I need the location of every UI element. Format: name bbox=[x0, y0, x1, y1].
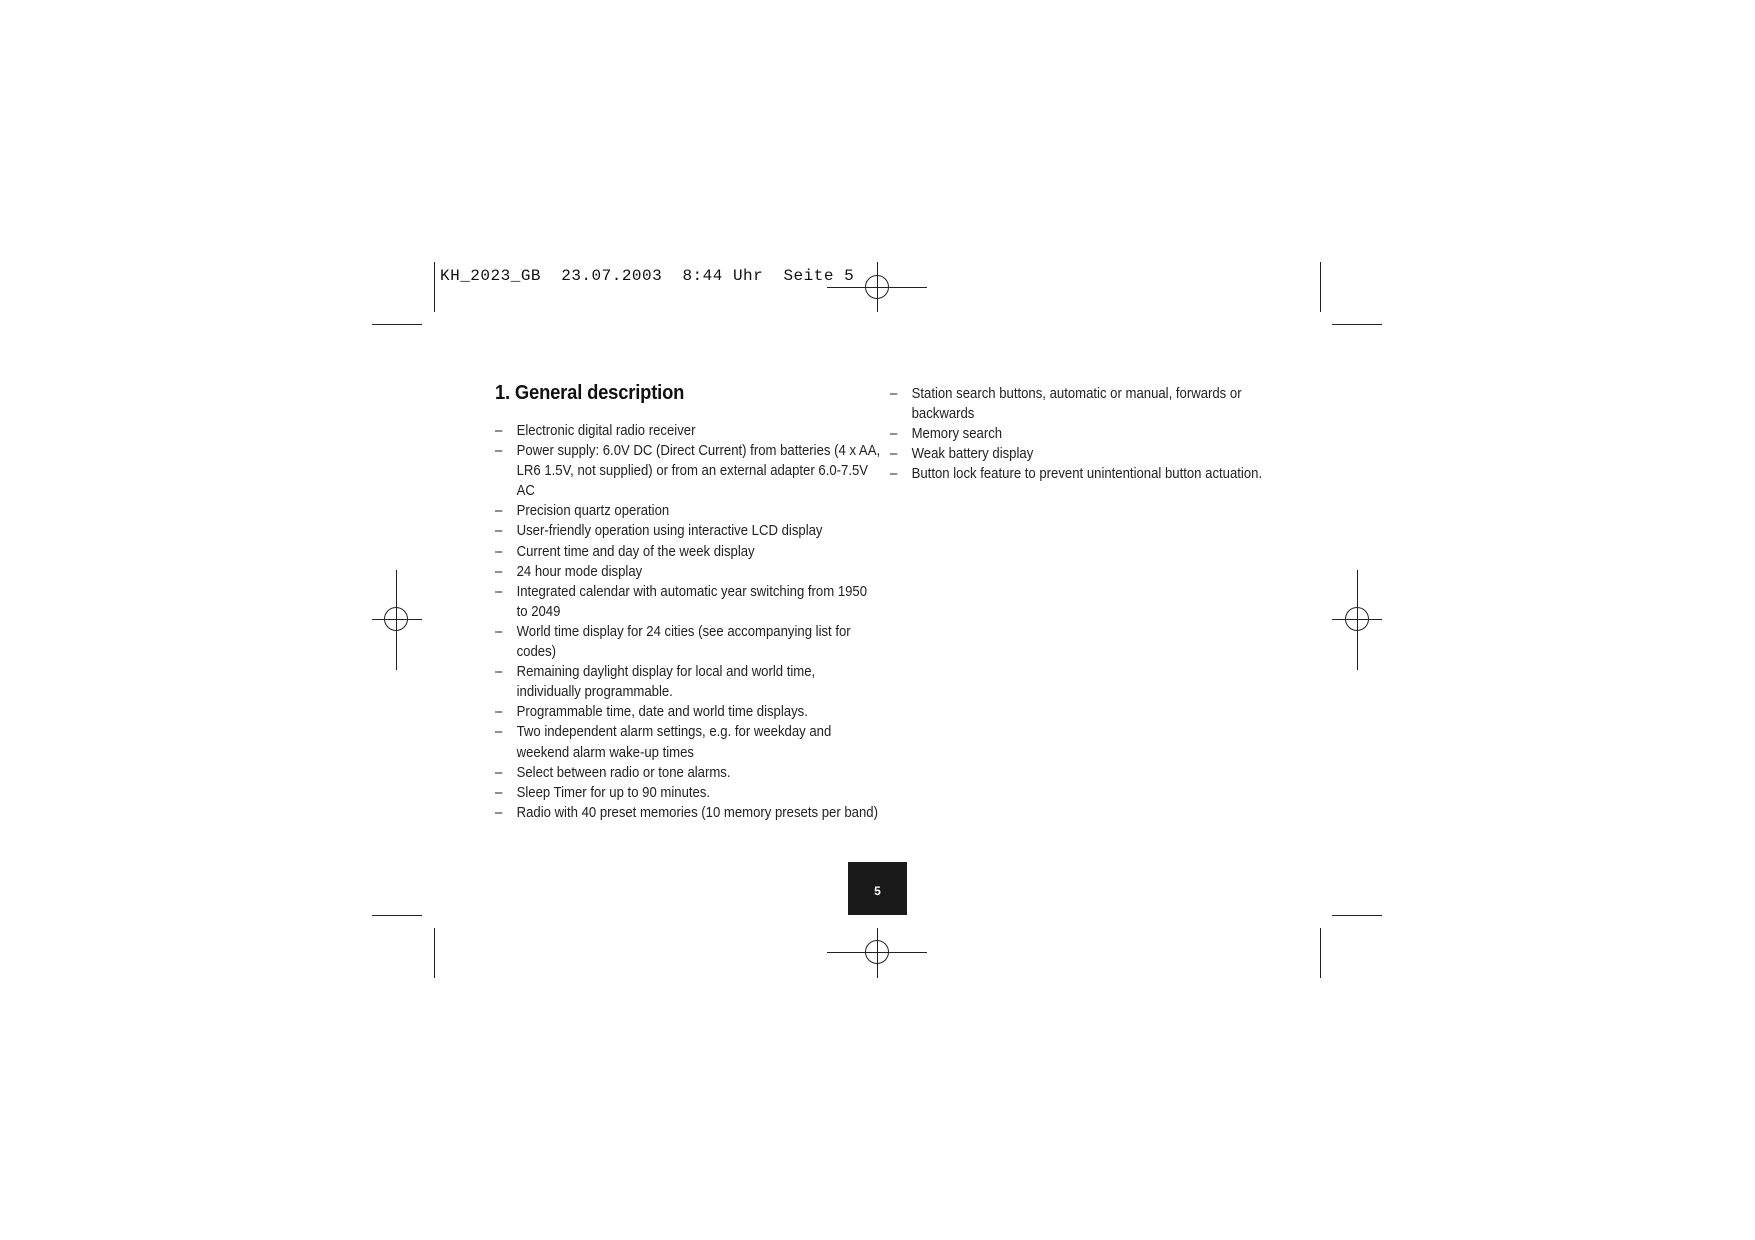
slug-date: 23.07.2003 bbox=[561, 267, 663, 285]
crop-mark-bottom-left-v bbox=[434, 928, 435, 978]
list-item: – Radio with 40 preset memories (10 memory presets per band) bbox=[495, 803, 881, 823]
list-item: – Power supply: 6.0V DC (Direct Current) from batteries (4 x AA, LR6 1.5V, not supplied) or from an external adapter 6.0-7.5V AC bbox=[495, 441, 881, 501]
list-item: – Precision quartz operation bbox=[495, 501, 881, 521]
print-slug bbox=[440, 267, 854, 285]
crop-mark-bottom-right-h bbox=[1332, 915, 1382, 916]
list-item: – Select between radio or tone alarms. bbox=[495, 763, 881, 783]
list-item: – Weak battery display bbox=[890, 444, 1276, 464]
list-item: – Programmable time, date and world time displays. bbox=[495, 702, 881, 722]
feature-list-left bbox=[495, 421, 881, 823]
list-item: – Remaining daylight display for local and world time, individually programmable. bbox=[495, 662, 881, 702]
crop-mark-top-right-h bbox=[1332, 324, 1382, 325]
feature-list-right bbox=[890, 384, 1270, 484]
registration-mark-bottom-circle bbox=[865, 940, 889, 964]
crop-mark-top-left-v bbox=[434, 262, 435, 312]
registration-mark-top-circle bbox=[865, 275, 889, 299]
list-item: – Integrated calendar with automatic year switching from 1950 to 2049 bbox=[495, 582, 881, 622]
list-item: – Memory search bbox=[890, 424, 1276, 444]
list-item: – Sleep Timer for up to 90 minutes. bbox=[495, 783, 881, 803]
crop-mark-bottom-left-h bbox=[372, 915, 422, 916]
registration-mark-right-circle bbox=[1345, 607, 1369, 631]
registration-mark-left-circle bbox=[384, 607, 408, 631]
crop-mark-top-right-v bbox=[1320, 262, 1321, 312]
slug-page: Seite 5 bbox=[783, 267, 855, 285]
list-item: – Button lock feature to prevent unintentional button actuation. bbox=[890, 464, 1276, 484]
slug-time: 8:44 Uhr bbox=[682, 267, 764, 285]
left-column bbox=[495, 382, 881, 823]
list-item: – 24 hour mode display bbox=[495, 562, 881, 582]
crop-mark-bottom-right-v bbox=[1320, 928, 1321, 978]
page-number-box bbox=[848, 862, 907, 915]
right-column bbox=[890, 384, 1270, 484]
list-item: – Station search buttons, automatic or manual, forwards or backwards bbox=[890, 384, 1276, 424]
list-item: – Electronic digital radio receiver bbox=[495, 421, 881, 441]
list-item: – Current time and day of the week display bbox=[495, 542, 881, 562]
list-item: – World time display for 24 cities (see accompanying list for codes) bbox=[495, 622, 881, 662]
crop-mark-top-left-h bbox=[372, 324, 422, 325]
section-heading: 1. General description bbox=[495, 382, 685, 404]
list-item: – User-friendly operation using interactive LCD display bbox=[495, 521, 881, 541]
slug-file: KH_2023_GB bbox=[440, 267, 542, 285]
list-item: – Two independent alarm settings, e.g. for weekday and weekend alarm wake-up times bbox=[495, 722, 881, 762]
page-number: 5 bbox=[874, 883, 881, 898]
